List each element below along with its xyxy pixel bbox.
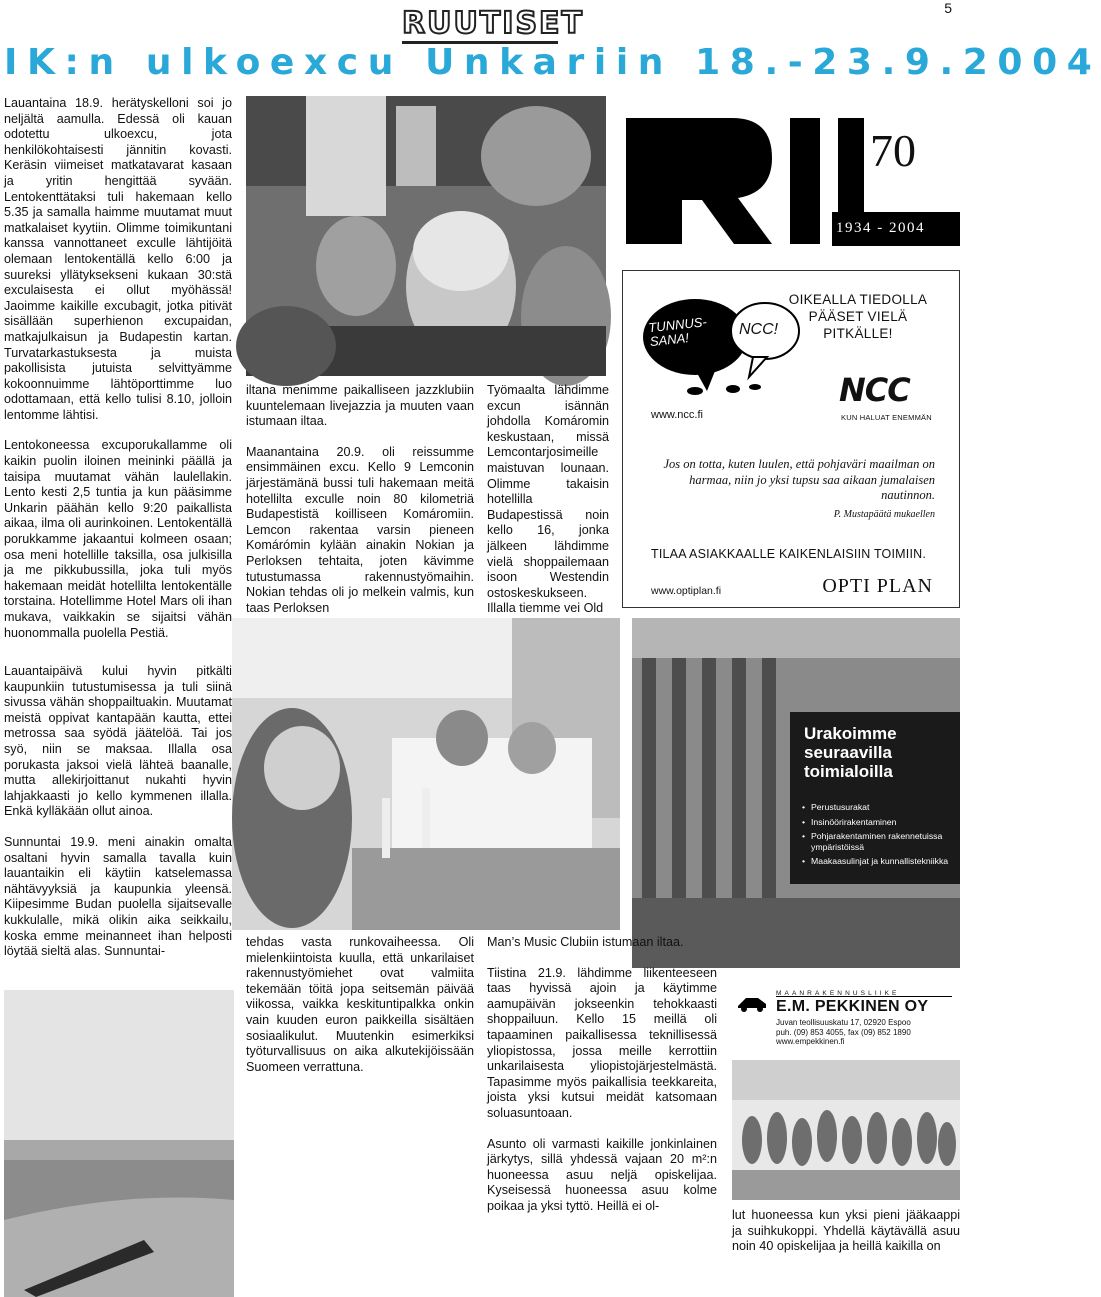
pekkinen-address: Juvan teollisuuskatu 17, 02920 Espoo: [776, 1018, 911, 1027]
list-item: • Maakaasulinjat ja kunnallistekniikka: [802, 856, 954, 867]
paragraph: lut huoneessa kun yksi pieni jääkaappi ja suihkukoppi. Yhdellä käytävällä asuu noin 40 opiskelijaa ja heillä kaikilla on: [732, 1208, 960, 1254]
ril-ad: [622, 96, 960, 272]
pekkinen-contact: [776, 1018, 956, 1047]
paragraph: Sunnuntai 19.9. meni ainakin omalta osaltani hyvin samalla tavalla kuin lauantaikin eli käytiin katselemassa nähtävyyksiä ja kaupunkia yleensä. Kiipesimme Budan puolella sijaitsevalle kukkulalle, mikä olikin aika seikkailu, koska emme meinanneet ihan helposti löytää sieltä alas. Sunnuntai-: [4, 834, 232, 959]
pekkinen-ad: [732, 986, 960, 1052]
divider: [776, 996, 952, 997]
headline: IK:n ulkoexcu Unkariin 18.-23.9.2004: [4, 42, 1101, 83]
urakoimme-list: [802, 802, 954, 871]
article-column-2-lower: [246, 935, 474, 1297]
bus-photo: [246, 96, 606, 376]
list-item: • Insinöörirakentaminen: [802, 817, 954, 828]
article-column-1: [4, 96, 232, 641]
article-column-4-lower: [732, 1208, 960, 1297]
pekkinen-name: E.M. PEKKINEN OY: [776, 998, 929, 1015]
masthead-logo: [402, 4, 585, 44]
paragraph: Työmaalta lähdimme excun isännän johdolla Komáromin keskustaan, missä Lemcontarjosimeille maistuvan lounaan. Olimme takaisin hotellilla Budapestissä noin kello 16, jonka jälkeen lähdimme vielä shoppailemaan isoon Westendin ostoskeskukseen. Illalla tiemme vei Old: [487, 383, 609, 616]
paragraph: Lauantaipäivä kului hyvin pitkälti kaupunkiin tutustumisessa ja tuli siinä sivussa vähän shoppailtuakin. Muutamat meistä oppivat kantapään kautta, ettei metrossa saa syödä jäätelöä. Tai jos syö, niin se maksaa. Illalla osa porukasta jaksoi vielä lähteä baanalle, mutta allekirjoittanut nukahti hyvin lahjakkaasti jo kello kymmenen illalla. Enkä kylläkään ollut ainoa.: [4, 664, 232, 819]
list-item: • Pohjarakentaminen rakennetuissa ympäristöissä: [802, 831, 954, 852]
optiplan-logo: OPTI PLAN: [822, 575, 933, 597]
budapest-panorama-photo: [4, 990, 234, 1297]
paragraph: Lentokoneessa excuporukallamme oli kaikin puolin iloinen meininki päällä ja taisipa muutamat vähän laulellakin. Lento kesti 2,5 tuntia ja kun pääsimme Unkarin päähän kello 9:20 paikallista aikaa, ilma oli aurinkoinen. Lentokentällä porukkamme jakaantui kolmeen osaan; osa meni hotellille taksilla, osa julkisilla ja me pikkubussilla, joka tuli myös hakemaan meidät hotellilta lentokentälle torstaina. Hotellimme Hotel Mars oli ihan mukava, vaikkakin se sijaitsi vähän huonommalla puolella Pestiä.: [4, 438, 232, 640]
dinner-photo: [232, 618, 620, 930]
group-photo: [732, 1060, 960, 1200]
page-number: 5: [944, 0, 952, 16]
paragraph: tehdas vasta runkovaiheessa. Oli mielenkiintoista kuulla, että unkarilaiset rakennustyömiehet ovat valmiita tekemään töitä jopa seitsemän päivää viikossa, vaikka keskituntipalkka onkin vain kuuden euron paikkeilla sisältäen sosiaalikulut. Muutenkin esimerkiksi työturvallisuus on aika alkutekijöissään Suomeen verrattuna.: [246, 935, 474, 1074]
ril-number: 70: [870, 125, 916, 176]
quote-author: P. Mustapäätä mukaellen: [833, 509, 935, 520]
ncc-tagline: KUN HALUAT ENEMMÄN: [841, 413, 932, 422]
ncc-logo: NCC: [839, 371, 910, 409]
pekkinen-subtitle: MAANRAKENNUSLIIKE: [776, 990, 900, 997]
bubble-text-ncc: NCC!: [739, 321, 779, 338]
excavator-icon: [736, 990, 770, 1012]
article-column-3: [487, 383, 609, 616]
ril-logo-graphic: [622, 96, 960, 272]
article-column-2: [246, 383, 474, 613]
ril-years: 1934 - 2004: [836, 220, 925, 236]
paragraph: Asunto oli varmasti kaikille jonkinlainen järkytys, sillä yhdessä vajaan 20 m²:n huoneessa asuu neljä opiskelijaa. Kyseisessä huoneessa asuu kolme poikaa ja yksi tyttö. Heillä ei ol-: [487, 1136, 717, 1213]
quote: Jos on totta, kuten luulen, että pohjaväri maailman on harmaa, niin jo yksi tupsu saa aikaan jumalaisen nautinnon.: [663, 457, 935, 502]
ncc-slogan: OIKEALLA TIEDOLLA PÄÄSET VIELÄ PITKÄLLE!: [788, 292, 928, 341]
pekkinen-phone: puh. (09) 853 4055, fax (09) 852 1890: [776, 1027, 911, 1037]
optiplan-url: www.optiplan.fi: [651, 585, 722, 597]
paragraph: Lauantaina 18.9. herätyskelloni soi jo neljältä aamulla. Edessä oli kauan odotettu ulkoexcu, jota henkilökohtaisesti jännitin kovasti. Keräsin viimeiset matkatavarat kasaan ja yritin hengittää syvään. Lentokenttätaksi tuli hakemaan kello 5.35 ja samalla haimme muutamat muut matkalaiset kyytiin. Olimme toimikuntani kanssa vannottaneet exculle lähtijöitä olemaan lentokentällä kello 6:00 ja suureksi yllätyksekseni kukaan 30:stä exculaisesta ei ollut myöhässä! Jaoimme kaikille excubagit, jotka pitivät sisällään superhienon excupaidan, matkajulkaisun ja Budapestin kartan. Turvatarkastuksesta ja muista pakollisista jutuista selvittyämme kokoonnuimme lähtöporttimme luo odottamaan, että kello tulisi 8.10, jolloin lentomme lähtisi.: [4, 96, 232, 422]
paragraph: Tiistina 21.9. lähdimme liikenteeseen taas hyvissä ajoin ja käytimme aamupäivän jokseenkin tehokkaasti shoppailuun. Kello 15 meillä oli tapaaminen paikallisessa teknillisessä yliopistossa, jossa meille kerrottiin unkarilaisesta yliopistojärjestelmästä. Tapasimme myös paikallisia teekkareita, joista yksi kutsui meidät katsomaan soluasuntoaan.: [487, 965, 717, 1120]
paragraph: Man’s Music Clubiin istumaan iltaa.: [487, 935, 684, 949]
bubble-text-tunnussana: TUNNUS-SANA!: [647, 314, 708, 350]
urakoimme-title: Urakoimme seuraavilla toimialoilla: [804, 724, 897, 781]
pekkinen-web: www.empekkinen.fi: [776, 1037, 845, 1046]
article-column-1-lower: [4, 664, 232, 984]
paragraph: iltana menimme paikalliseen jazzklubiin kuuntelemaan livejazzia ja muuten vaan istumaan iltaa.: [246, 383, 474, 429]
tilaa-line: TILAA ASIAKKAALLE KAIKENLAISIIN TOIMIIN.: [651, 547, 927, 561]
masthead-logo-text: RUUTISET: [402, 4, 558, 44]
article-column-3-lower: [487, 935, 717, 1297]
urakoimme-panel: [790, 712, 960, 884]
list-item: • Perustusurakat: [802, 802, 954, 813]
paragraph: Maanantaina 20.9. oli reissumme ensimmäinen excu. Kello 9 Lemconin järjestämänä bussi tuli hakemaan meitä hotellilta exculle noin 80 kilometriä Budapestistä koilliseen Komáromiin. Lemcon rakentaa varsin pieneen Komárómin kylään ainakin Nokian ja Perloksen tehtaita, joten kävimme tutustumassa rakennustyömaihin. Nokian tehdas oli jo melkein valmis, kun taas Perloksen: [246, 444, 474, 615]
ncc-url: www.ncc.fi: [651, 409, 703, 421]
ncc-ad: [622, 270, 960, 608]
